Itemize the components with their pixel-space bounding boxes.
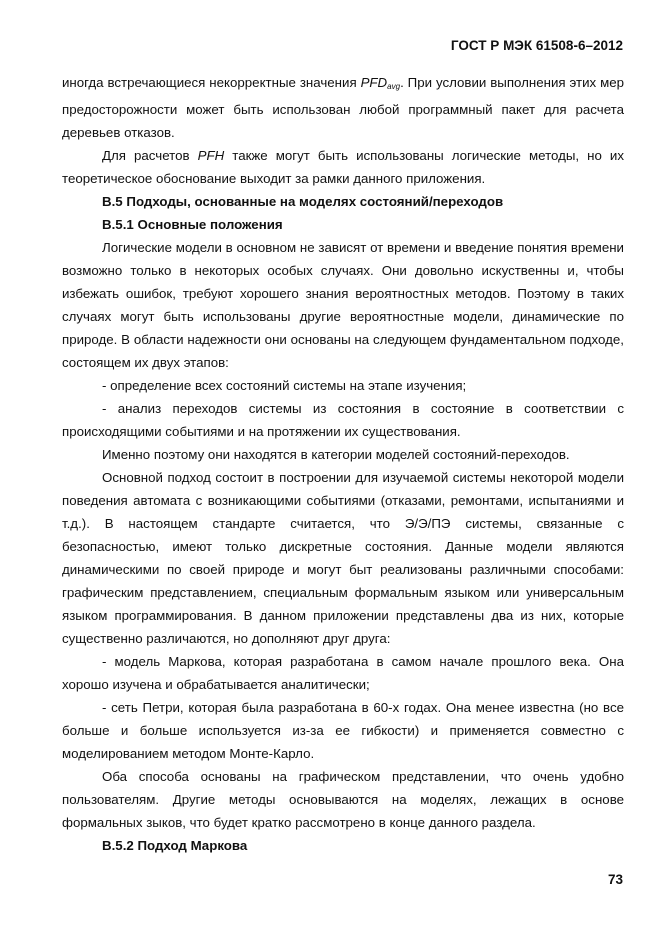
paragraph: Именно поэтому они находятся в категории моделей состояний-переходов. (102, 447, 570, 462)
symbol-pfh: PFH (197, 148, 225, 163)
paragraph: Основной подход состоит в построении для изучаемой системы некоторой модели поведения автомата с возникающими событиями (отказами, ремонтами, испытаниями и т.д.). В настоящем стандарте считается, что Э/Э/ПЭ системы, связанные с безопасностью, имеют только дискретные состояния. Данные модели являются динамическими по своей природе и могут быт реализованы различными способами: графическим представлением, специальным формальным языком или универсальным языком программирования. В данном приложении представлены два из них, которые существенно различаются, но дополняют друг друга: (62, 470, 624, 646)
paragraph (62, 144, 624, 190)
paragraph: Оба способа основаны на графическом представлении, что очень удобно пользователям. Другие методы основываются на моделях, лежащих в основе формальных зыков, что будет кратко рассмотрено в конце данного раздела. (62, 769, 624, 830)
text-run: иногда встречающиеся некорректные значения (62, 75, 361, 90)
symbol-subscript: avg (387, 82, 401, 91)
paragraph: Логические модели в основном не зависят от времени и введение понятия времени возможно только в некоторых особых случаях. Они довольно искуственны и, чтобы избежать ошибок, требуют хорошего знания вероятностных методов. Поэтому в таких случаях могут быть использованы другие вероятностные модели, динамические по природе. В области надежности они основаны на следующем фундаментальном подходе, состоящем их двух этапов: (62, 240, 624, 370)
text-run: также могут быть использованы логические методы, но их теоретическое обоснование выходит за рамки данного приложения. (62, 148, 624, 186)
paragraph (62, 71, 624, 144)
section-heading-b5: В.5 Подходы, основанные на моделях состояний/переходов (102, 194, 504, 209)
text-run: Для расчетов (102, 148, 198, 163)
list-item: - анализ переходов системы из состояния в состояние в соответствии с происходящими событиями и на протяжении их существования. (62, 401, 624, 439)
text-run: . При условии выполнения этих мер предосторожности может быть использован любой программный пакет для расчета деревьев отказов. (62, 75, 625, 140)
list-item: - определение всех состояний системы на этапе изучения; (102, 378, 467, 393)
page-number: 73 (607, 872, 623, 887)
list-item: - сеть Петри, которая была разработана в 60-х годах. Она менее известна (но все больше и больше используется из-за ее гибкости) и применяется совместно с моделированием методом Монте-Карло. (62, 700, 624, 761)
section-heading-b51: В.5.1 Основные положения (102, 217, 283, 232)
section-heading-b52: В.5.2 Подход Маркова (102, 838, 248, 853)
symbol-pfd: PFD (360, 75, 388, 90)
list-item: - модель Маркова, которая разработана в самом начале прошлого века. Она хорошо изучена и обрабатывается аналитически; (62, 654, 624, 692)
document-body (62, 71, 624, 857)
document-id-header: ГОСТ Р МЭК 61508-6–2012 (450, 38, 623, 53)
